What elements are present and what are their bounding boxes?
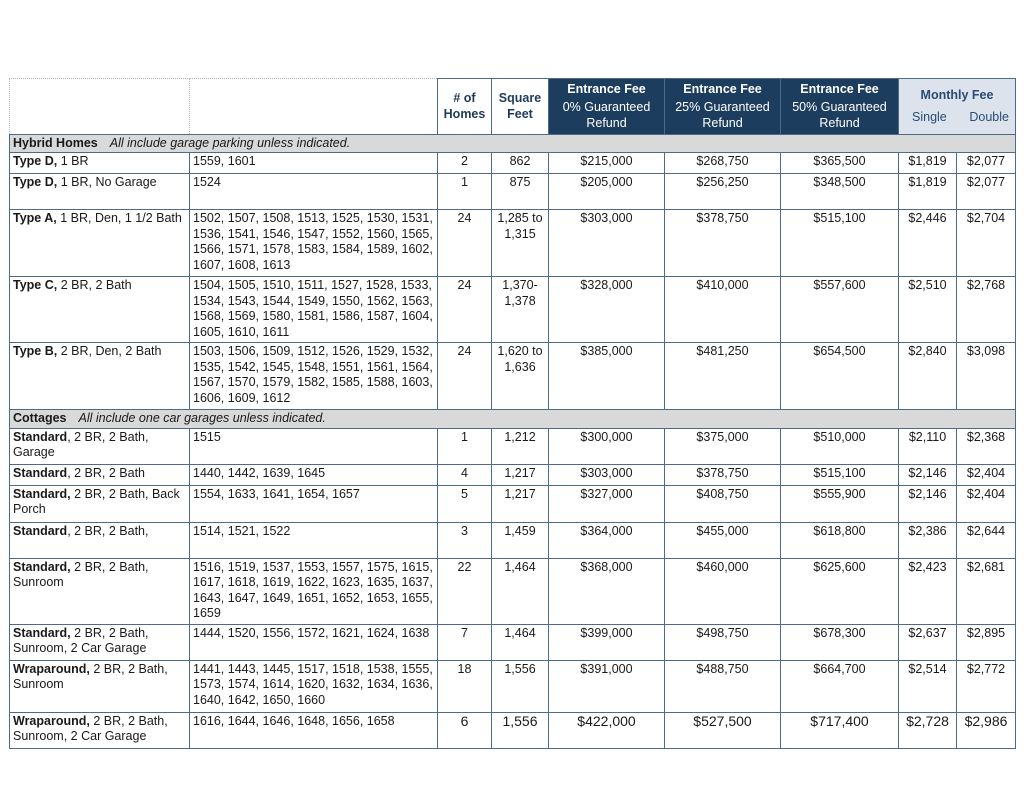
monthly-double: $2,404 <box>957 485 1016 522</box>
square-feet: 875 <box>492 174 549 210</box>
fee-25-refund: $256,250 <box>665 174 781 210</box>
square-feet: 1,217 <box>492 485 549 522</box>
fee-0-refund: $328,000 <box>549 277 665 343</box>
homes-count: 2 <box>438 153 492 174</box>
entrance-fee-0-header <box>549 79 665 135</box>
monthly-double: $2,768 <box>957 277 1016 343</box>
monthly-double: $2,772 <box>957 660 1016 712</box>
fee-50-refund: $625,600 <box>781 558 899 624</box>
home-type-cell <box>10 624 190 660</box>
unit-numbers: 1514, 1521, 1522 <box>190 522 438 558</box>
home-type-cell <box>10 428 190 464</box>
monthly-double: $2,644 <box>957 522 1016 558</box>
monthly-double: $2,077 <box>957 153 1016 174</box>
header-blank-cell <box>190 79 438 135</box>
square-feet: 1,217 <box>492 464 549 485</box>
unit-numbers: 1503, 1506, 1509, 1512, 1526, 1529, 1532, 1535, 1542, 1545, 1548, 1551, 1561, 1564, 1567, 1570, 1579, 1582, 1585, 1588, 1603, 1606, 1609, 1612 <box>190 343 438 410</box>
home-type-desc: 2 BR, 2 Bath, Back Porch <box>13 486 180 517</box>
home-type-desc: 2 BR, 2 Bath, Sunroom, 2 Car Garage <box>13 713 168 744</box>
table-row <box>10 210 1016 277</box>
monthly-single: $1,819 <box>899 174 957 210</box>
monthly-single: $2,510 <box>899 277 957 343</box>
home-type-cell <box>10 660 190 712</box>
refund-level: 50% Guaranteed Refund <box>792 100 887 130</box>
single-label: Single <box>912 109 947 124</box>
refund-level: 0% Guaranteed Refund <box>562 100 651 130</box>
square-feet: 1,464 <box>492 558 549 624</box>
square-feet: 1,212 <box>492 428 549 464</box>
fee-50-refund: $365,500 <box>781 153 899 174</box>
fee-50-refund: $678,300 <box>781 624 899 660</box>
unit-numbers: 1524 <box>190 174 438 210</box>
home-type-cell <box>10 343 190 410</box>
table-row <box>10 485 1016 522</box>
square-feet: 1,370-1,378 <box>492 277 549 343</box>
table-row <box>10 624 1016 660</box>
home-type-cell <box>10 712 190 748</box>
home-type-cell <box>10 174 190 210</box>
monthly-single: $2,146 <box>899 485 957 522</box>
section-title: Hybrid Homes <box>13 136 98 150</box>
monthly-double: $2,986 <box>957 712 1016 748</box>
unit-numbers: 1616, 1644, 1646, 1648, 1656, 1658 <box>190 712 438 748</box>
fee-0-refund: $368,000 <box>549 558 665 624</box>
section-note: All include one car garages unless indicated. <box>78 411 326 426</box>
fee-0-refund: $422,000 <box>549 712 665 748</box>
home-type-name: Wraparound, <box>13 661 90 676</box>
fee-25-refund: $408,750 <box>665 485 781 522</box>
fee-50-refund: $510,000 <box>781 428 899 464</box>
table-row <box>10 522 1016 558</box>
fee-25-refund: $498,750 <box>665 624 781 660</box>
unit-numbers: 1441, 1443, 1445, 1517, 1518, 1538, 1555, 1573, 1574, 1614, 1620, 1632, 1634, 1636, 1640, 1642, 1650, 1660 <box>190 660 438 712</box>
fee-25-refund: $375,000 <box>665 428 781 464</box>
table-row <box>10 712 1016 748</box>
unit-numbers: 1502, 1507, 1508, 1513, 1525, 1530, 1531, 1536, 1541, 1546, 1547, 1552, 1560, 1565, 1566, 1571, 1578, 1583, 1584, 1589, 1602, 1607, 1608, 1613 <box>190 210 438 277</box>
square-feet: 1,556 <box>492 712 549 748</box>
homes-count-header: # of Homes <box>438 79 492 135</box>
fee-25-refund: $455,000 <box>665 522 781 558</box>
refund-level: 25% Guaranteed Refund <box>675 100 770 130</box>
monthly-double: $2,704 <box>957 210 1016 277</box>
monthly-single: $2,446 <box>899 210 957 277</box>
home-type-name: Wraparound, <box>13 713 90 728</box>
square-feet: 1,459 <box>492 522 549 558</box>
fee-25-refund: $410,000 <box>665 277 781 343</box>
entrance-fee-title: Entrance Fee <box>800 81 879 96</box>
monthly-single: $2,386 <box>899 522 957 558</box>
home-type-name: Standard <box>13 465 68 480</box>
homes-count: 22 <box>438 558 492 624</box>
fee-50-refund: $515,100 <box>781 210 899 277</box>
entrance-fee-title: Entrance Fee <box>683 81 762 96</box>
unit-numbers: 1515 <box>190 428 438 464</box>
fee-0-refund: $327,000 <box>549 485 665 522</box>
unit-numbers: 1440, 1442, 1639, 1645 <box>190 464 438 485</box>
square-feet: 1,620 to 1,636 <box>492 343 549 410</box>
square-feet: 862 <box>492 153 549 174</box>
home-type-name: Type C, <box>13 278 58 293</box>
home-type-name: Type A, <box>13 211 57 226</box>
homes-count: 5 <box>438 485 492 522</box>
table-row <box>10 464 1016 485</box>
monthly-fee-title: Monthly Fee <box>920 88 994 103</box>
fee-0-refund: $303,000 <box>549 464 665 485</box>
fee-0-refund: $300,000 <box>549 428 665 464</box>
fee-0-refund: $385,000 <box>549 343 665 410</box>
homes-count: 6 <box>438 712 492 748</box>
home-type-desc: , 2 BR, 2 Bath, Garage <box>13 429 149 460</box>
monthly-double: $2,895 <box>957 624 1016 660</box>
fee-25-refund: $378,750 <box>665 464 781 485</box>
home-type-desc: 2 BR, 2 Bath, Sunroom <box>13 559 149 590</box>
fee-50-refund: $664,700 <box>781 660 899 712</box>
table-row <box>10 343 1016 410</box>
header-row <box>10 79 1016 135</box>
unit-numbers: 1554, 1633, 1641, 1654, 1657 <box>190 485 438 522</box>
fee-50-refund: $348,500 <box>781 174 899 210</box>
monthly-double: $2,368 <box>957 428 1016 464</box>
fee-0-refund: $205,000 <box>549 174 665 210</box>
pricing-table <box>9 78 1016 749</box>
entrance-fee-50-header <box>781 79 899 135</box>
square-feet: 1,285 to 1,315 <box>492 210 549 277</box>
monthly-single: $2,110 <box>899 428 957 464</box>
home-type-cell <box>10 153 190 174</box>
table-row <box>10 174 1016 210</box>
homes-count: 18 <box>438 660 492 712</box>
homes-count: 1 <box>438 174 492 210</box>
homes-count: 4 <box>438 464 492 485</box>
home-type-desc: 1 BR, Den, 1 1/2 Bath <box>60 211 182 226</box>
section-header <box>10 410 1016 428</box>
home-type-desc: 2 BR, 2 Bath <box>60 278 132 293</box>
table-row <box>10 660 1016 712</box>
unit-numbers: 1516, 1519, 1537, 1553, 1557, 1575, 1615, 1617, 1618, 1619, 1622, 1623, 1635, 1637, 1643, 1647, 1649, 1651, 1652, 1653, 1655, 1659 <box>190 558 438 624</box>
fee-50-refund: $515,100 <box>781 464 899 485</box>
double-label: Double <box>969 109 1009 124</box>
fee-25-refund: $527,500 <box>665 712 781 748</box>
home-type-desc: 2 BR, Den, 2 Bath <box>60 344 162 359</box>
section-hybrid-homes <box>10 135 1016 153</box>
home-type-name: Standard <box>13 523 68 538</box>
fee-0-refund: $364,000 <box>549 522 665 558</box>
home-type-desc: 1 BR, No Garage <box>60 175 157 190</box>
table-row <box>10 428 1016 464</box>
home-type-cell <box>10 464 190 485</box>
homes-count: 24 <box>438 210 492 277</box>
fee-50-refund: $717,400 <box>781 712 899 748</box>
unit-numbers: 1444, 1520, 1556, 1572, 1621, 1624, 1638 <box>190 624 438 660</box>
section-cottages <box>10 410 1016 428</box>
homes-count: 1 <box>438 428 492 464</box>
fee-25-refund: $488,750 <box>665 660 781 712</box>
home-type-cell <box>10 522 190 558</box>
fee-0-refund: $399,000 <box>549 624 665 660</box>
section-note: All include garage parking unless indicated. <box>109 136 351 150</box>
table-row <box>10 153 1016 174</box>
table-row <box>10 558 1016 624</box>
monthly-single: $2,728 <box>899 712 957 748</box>
square-feet: 1,556 <box>492 660 549 712</box>
fee-0-refund: $215,000 <box>549 153 665 174</box>
home-type-cell <box>10 558 190 624</box>
fee-50-refund: $555,900 <box>781 485 899 522</box>
fee-0-refund: $391,000 <box>549 660 665 712</box>
homes-count: 24 <box>438 277 492 343</box>
monthly-single: $2,423 <box>899 558 957 624</box>
home-type-cell <box>10 485 190 522</box>
homes-count: 24 <box>438 343 492 410</box>
fee-50-refund: $654,500 <box>781 343 899 410</box>
home-type-desc: , 2 BR, 2 Bath <box>67 465 146 480</box>
fee-25-refund: $268,750 <box>665 153 781 174</box>
monthly-double: $2,077 <box>957 174 1016 210</box>
monthly-single: $2,637 <box>899 624 957 660</box>
section-title: Cottages <box>13 411 67 426</box>
entrance-fee-title: Entrance Fee <box>567 81 646 96</box>
table-row <box>10 277 1016 343</box>
fee-25-refund: $460,000 <box>665 558 781 624</box>
monthly-single: $2,514 <box>899 660 957 712</box>
home-type-name: Standard <box>13 429 68 444</box>
unit-numbers: 1559, 1601 <box>190 153 438 174</box>
homes-count: 3 <box>438 522 492 558</box>
fee-25-refund: $378,750 <box>665 210 781 277</box>
home-type-desc: , 2 BR, 2 Bath, <box>67 523 149 538</box>
monthly-single: $2,146 <box>899 464 957 485</box>
fee-25-refund: $481,250 <box>665 343 781 410</box>
monthly-double: $3,098 <box>957 343 1016 410</box>
home-type-name: Type D, <box>13 175 58 190</box>
entrance-fee-25-header <box>665 79 781 135</box>
home-type-cell <box>10 277 190 343</box>
home-type-name: Standard, <box>13 486 71 501</box>
fee-50-refund: $557,600 <box>781 277 899 343</box>
fee-0-refund: $303,000 <box>549 210 665 277</box>
unit-numbers: 1504, 1505, 1510, 1511, 1527, 1528, 1533, 1534, 1543, 1544, 1549, 1550, 1562, 1563, 1568, 1569, 1580, 1581, 1586, 1587, 1604, 1605, 1610, 1611 <box>190 277 438 343</box>
square-feet-header: Square Feet <box>492 79 549 135</box>
home-type-desc: 1 BR <box>60 154 89 169</box>
monthly-single: $1,819 <box>899 153 957 174</box>
home-type-desc: 2 BR, 2 Bath, Sunroom, 2 Car Garage <box>13 625 149 656</box>
fee-50-refund: $618,800 <box>781 522 899 558</box>
home-type-name: Type D, <box>13 154 58 169</box>
home-type-cell <box>10 210 190 277</box>
monthly-fee-header <box>899 79 1016 135</box>
square-feet: 1,464 <box>492 624 549 660</box>
home-type-name: Standard, <box>13 559 71 574</box>
home-type-desc: 2 BR, 2 Bath, Sunroom <box>13 661 168 692</box>
homes-count: 7 <box>438 624 492 660</box>
header-blank-cell <box>10 79 190 135</box>
monthly-single: $2,840 <box>899 343 957 410</box>
home-type-name: Standard, <box>13 625 71 640</box>
home-type-name: Type B, <box>13 344 58 359</box>
monthly-double: $2,681 <box>957 558 1016 624</box>
monthly-double: $2,404 <box>957 464 1016 485</box>
section-header <box>10 135 1016 153</box>
